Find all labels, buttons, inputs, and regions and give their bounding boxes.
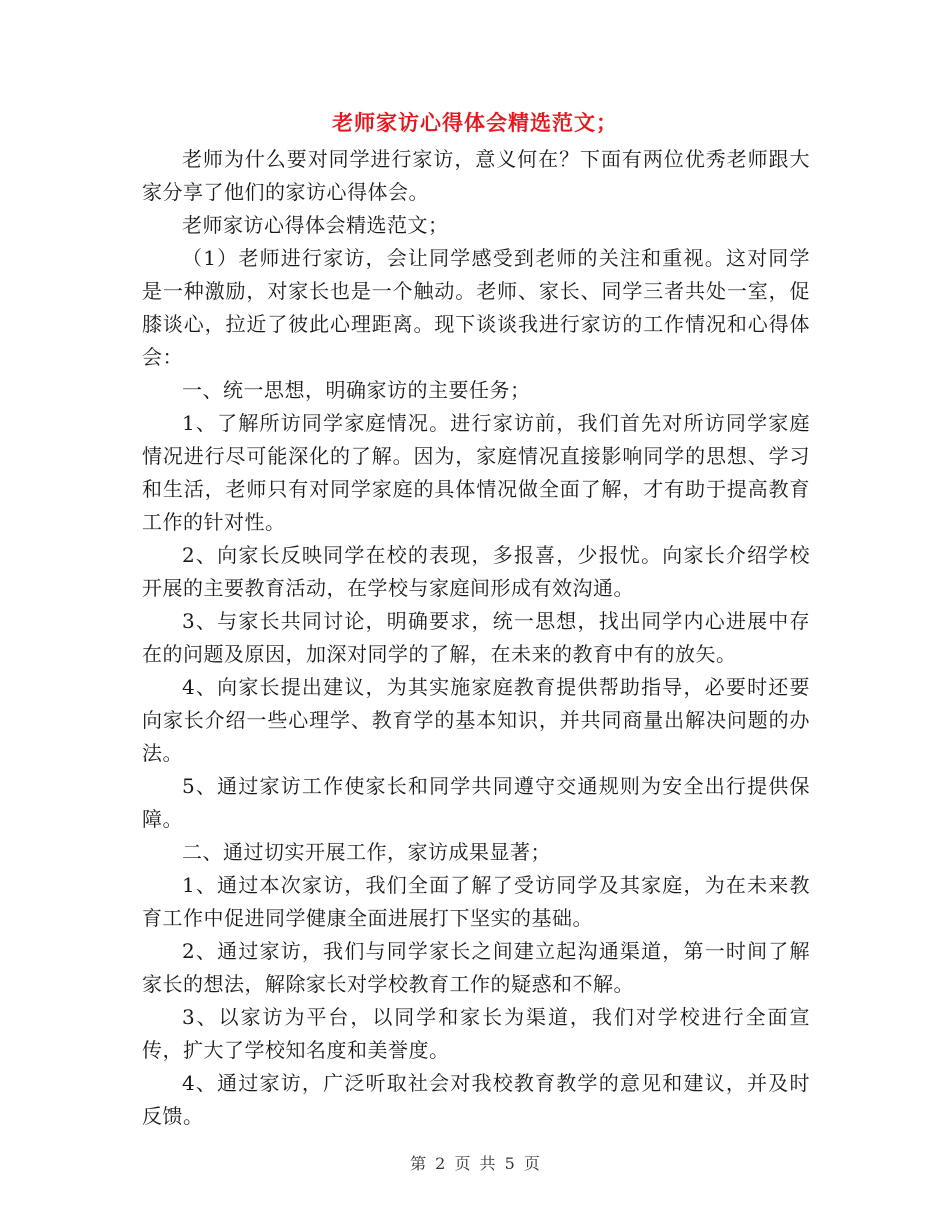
page-number-footer: 第 2 页 共 5 页 (410, 1154, 540, 1173)
paragraph: 3、与家长共同讨论，明确要求，统一思想，找出同学内心进展中存在的问题及原因，加深对同学的了解，在未来的教育中有的放矢。 (142, 609, 810, 666)
paragraph: 4、向家长提出建议，为其实施家庭教育提供帮助指导，必要时还要向家长介绍一些心理学、教育学的基本知识，并共同商量出解决问题的办法。 (142, 675, 810, 765)
document-body (142, 143, 810, 1133)
paragraph: 3、以家访为平台，以同学和家长为渠道，我们对学校进行全面宣传，扩大了学校知名度和美誉度。 (142, 1005, 810, 1062)
paragraph: 4、通过家访，广泛听取社会对我校教育教学的意见和建议，并及时反馈。 (142, 1071, 810, 1128)
paragraph: 5、通过家访工作使家长和同学共同遵守交通规则为安全出行提供保障。 (142, 774, 810, 831)
paragraph: 老师为什么要对同学进行家访，意义何在？下面有两位优秀老师跟大家分享了他们的家访心得体会。 (142, 147, 810, 204)
paragraph: 2、向家长反映同学在校的表现，多报喜，少报忧。向家长介绍学校开展的主要教育活动，在学校与家庭间形成有效沟通。 (142, 543, 810, 600)
paragraph: 1、了解所访同学家庭情况。进行家访前，我们首先对所访同学家庭情况进行尽可能深化的了解。因为，家庭情况直接影响同学的思想、学习和生活，老师只有对同学家庭的具体情况做全面了解，才有助于提高教育工作的针对性。 (142, 411, 810, 534)
document-title: 老师家访心得体会精选范文； (332, 110, 618, 135)
paragraph: 1、通过本次家访，我们全面了解了受访同学及其家庭，为在未来教育工作中促进同学健康全面进展打下坚实的基础。 (142, 873, 810, 930)
paragraph: 2、通过家访，我们与同学家长之间建立起沟通渠道，第一时间了解家长的想法，解除家长对学校教育工作的疑惑和不解。 (142, 939, 810, 996)
section-heading: 一、统一思想，明确家访的主要任务； (182, 378, 531, 402)
paragraph: 老师家访心得体会精选范文； (182, 213, 449, 237)
section-heading: 二、通过切实开展工作，家访成果显著； (182, 840, 551, 864)
paragraph: （1）老师进行家访，会让同学感受到老师的关注和重视。这对同学是一种激励，对家长也是一个触动。老师、家长、同学三者共处一室，促膝谈心，拉近了彼此心理距离。现下谈谈我进行家访的工作情况和心得体会： (142, 246, 810, 369)
